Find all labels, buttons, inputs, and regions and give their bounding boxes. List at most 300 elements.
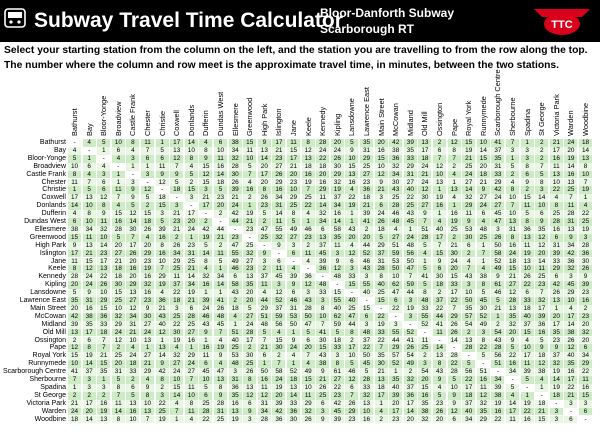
table-cell: 19 bbox=[448, 218, 462, 226]
table-cell: 2 bbox=[156, 384, 170, 392]
table-cell: 22 bbox=[345, 194, 359, 202]
table-cell: 20 bbox=[302, 344, 316, 352]
table-cell: 6 bbox=[477, 210, 491, 218]
table-cell: 14 bbox=[156, 352, 170, 360]
table-cell: 16 bbox=[433, 202, 447, 210]
table-cell: 27 bbox=[389, 234, 403, 242]
table-cell: 28 bbox=[316, 139, 330, 147]
table-cell: 29 bbox=[141, 368, 155, 376]
row-header-label: Broadview bbox=[33, 162, 66, 170]
table-cell: - bbox=[389, 313, 403, 321]
table-cell: 36 bbox=[564, 258, 578, 266]
table-cell: 12 bbox=[418, 186, 432, 194]
table-cell: 7 bbox=[170, 163, 184, 171]
table-cell: 5 bbox=[433, 392, 447, 400]
table-cell: 37 bbox=[272, 305, 286, 313]
table-cell: - bbox=[112, 163, 126, 171]
table-cell: 62 bbox=[389, 281, 403, 289]
table-cell: 3 bbox=[302, 289, 316, 297]
table-cell: 13 bbox=[550, 297, 564, 305]
table-cell: 35 bbox=[477, 408, 491, 416]
table-cell: 2 bbox=[418, 352, 432, 360]
table-cell: 19 bbox=[579, 226, 593, 234]
column-header bbox=[478, 96, 489, 136]
table-cell: 41 bbox=[214, 297, 228, 305]
table-cell: 57 bbox=[389, 352, 403, 360]
table-cell: 14 bbox=[550, 376, 564, 384]
table-cell: 43 bbox=[389, 186, 403, 194]
table-cell: 22 bbox=[360, 344, 374, 352]
table-cell: 13 bbox=[141, 408, 155, 416]
table-cell: 22 bbox=[302, 202, 316, 210]
table-cell: - bbox=[243, 234, 257, 242]
table-cell: 12 bbox=[448, 408, 462, 416]
table-cell: 37 bbox=[491, 147, 505, 155]
table-cell: 12 bbox=[564, 344, 578, 352]
table-cell: 22 bbox=[433, 305, 447, 313]
row-header-label: St George bbox=[34, 391, 66, 399]
table-cell: 6 bbox=[345, 384, 359, 392]
table-cell: 26 bbox=[316, 384, 330, 392]
column-header bbox=[70, 108, 80, 136]
table-cell: 11 bbox=[214, 250, 228, 258]
table-row bbox=[0, 313, 600, 321]
table-cell: 8 bbox=[521, 218, 535, 226]
table-cell: 21 bbox=[316, 376, 330, 384]
column-header bbox=[537, 102, 547, 136]
table-cell: 17 bbox=[564, 376, 578, 384]
table-cell: 16 bbox=[141, 273, 155, 281]
table-cell: 7 bbox=[506, 202, 520, 210]
subway-train-icon bbox=[4, 8, 26, 28]
table-cell: 61 bbox=[491, 281, 505, 289]
table-cell: 44 bbox=[345, 321, 359, 329]
table-cell: 25 bbox=[170, 313, 184, 321]
table-cell: 21 bbox=[83, 250, 97, 258]
table-cell: 8 bbox=[112, 416, 126, 424]
table-cell: 6 bbox=[287, 250, 301, 258]
table-cell: 34 bbox=[389, 171, 403, 179]
table-cell: - bbox=[83, 147, 97, 155]
table-cell: 6 bbox=[83, 337, 97, 345]
table-cell: 27 bbox=[243, 313, 257, 321]
table-cell: 13 bbox=[97, 416, 111, 424]
table-cell: 34 bbox=[170, 250, 184, 258]
table-cell: 21 bbox=[448, 242, 462, 250]
table-cell: 12 bbox=[535, 234, 549, 242]
table-cell: 34 bbox=[506, 368, 520, 376]
table-cell: 19 bbox=[214, 344, 228, 352]
table-cell: 24 bbox=[506, 250, 520, 258]
table-cell: 51 bbox=[389, 242, 403, 250]
table-cell: 38 bbox=[477, 273, 491, 281]
table-cell: 29 bbox=[170, 258, 184, 266]
column-header-label: Greenwood bbox=[245, 97, 255, 136]
table-cell: 29 bbox=[316, 186, 330, 194]
table-cell: 55 bbox=[229, 250, 243, 258]
table-cell: 32 bbox=[477, 400, 491, 408]
table-cell: 39 bbox=[521, 368, 535, 376]
table-cell: 46 bbox=[491, 289, 505, 297]
table-cell: 10 bbox=[506, 194, 520, 202]
table-cell: 14 bbox=[185, 273, 199, 281]
table-cell: 11 bbox=[462, 210, 476, 218]
table-cell: 39 bbox=[316, 258, 330, 266]
table-cell: 10 bbox=[170, 376, 184, 384]
table-cell: 39 bbox=[579, 281, 593, 289]
table-cell: 15 bbox=[521, 329, 535, 337]
table-cell: 32 bbox=[564, 265, 578, 273]
table-cell: 14 bbox=[462, 186, 476, 194]
table-cell: 3 bbox=[506, 147, 520, 155]
table-cell: 39 bbox=[389, 392, 403, 400]
table-row bbox=[0, 289, 600, 297]
table-cell: 29 bbox=[97, 297, 111, 305]
table-cell: 7 bbox=[564, 194, 578, 202]
table-cell: 17 bbox=[68, 250, 82, 258]
table-cell: 11 bbox=[564, 202, 578, 210]
table-cell: 9 bbox=[521, 179, 535, 187]
table-cell: 4 bbox=[170, 400, 184, 408]
table-cell: 9 bbox=[331, 258, 345, 266]
table-cell: 8 bbox=[97, 202, 111, 210]
table-cell: 15 bbox=[156, 202, 170, 210]
table-cell: 24 bbox=[243, 321, 257, 329]
table-cell: 9 bbox=[126, 186, 140, 194]
table-cell: 4 bbox=[83, 171, 97, 179]
table-cell: 14 bbox=[68, 202, 82, 210]
table-cell: 4 bbox=[345, 242, 359, 250]
table-cell: 10 bbox=[141, 400, 155, 408]
table-cell: 21 bbox=[214, 234, 228, 242]
table-cell: 16 bbox=[126, 408, 140, 416]
table-cell: 26 bbox=[404, 344, 418, 352]
table-cell: 51 bbox=[491, 360, 505, 368]
table-row bbox=[0, 321, 600, 329]
table-cell: 6 bbox=[564, 416, 578, 424]
table-cell: 30 bbox=[375, 360, 389, 368]
table-cell: 14 bbox=[258, 155, 272, 163]
table-cell: 23 bbox=[433, 400, 447, 408]
table-cell: 1 bbox=[214, 265, 228, 273]
table-cell: 1 bbox=[550, 305, 564, 313]
table-cell: 7 bbox=[316, 321, 330, 329]
table-cell: 12 bbox=[243, 392, 257, 400]
table-cell: 5 bbox=[360, 368, 374, 376]
table-row bbox=[0, 218, 600, 226]
table-cell: 34 bbox=[214, 273, 228, 281]
table-cell: 3 bbox=[418, 360, 432, 368]
table-cell: 47 bbox=[404, 265, 418, 273]
table-cell: 10 bbox=[83, 218, 97, 226]
table-cell: 5 bbox=[68, 289, 82, 297]
table-cell: 26 bbox=[243, 368, 257, 376]
table-cell: 36 bbox=[316, 265, 330, 273]
table-cell: 45 bbox=[477, 297, 491, 305]
table-cell: 18 bbox=[360, 194, 374, 202]
table-cell: 54 bbox=[462, 321, 476, 329]
table-cell: 3 bbox=[156, 392, 170, 400]
table-cell: 18 bbox=[521, 305, 535, 313]
table-cell: 8 bbox=[331, 360, 345, 368]
table-cell: 29 bbox=[564, 289, 578, 297]
table-cell: 20 bbox=[68, 281, 82, 289]
table-cell: 17 bbox=[287, 155, 301, 163]
table-row bbox=[0, 194, 600, 202]
table-cell: 15 bbox=[375, 155, 389, 163]
table-cell: 21 bbox=[360, 202, 374, 210]
table-cell: 32 bbox=[462, 194, 476, 202]
table-cell: 53 bbox=[287, 313, 301, 321]
table-cell: - bbox=[433, 337, 447, 345]
table-cell: 15 bbox=[345, 281, 359, 289]
column-header-label: High Park bbox=[259, 103, 269, 136]
table-cell: 43 bbox=[491, 337, 505, 345]
table-cell: 32 bbox=[229, 155, 243, 163]
table-cell: 15 bbox=[302, 376, 316, 384]
table-cell: 3 bbox=[579, 234, 593, 242]
table-cell: 26 bbox=[258, 194, 272, 202]
table-cell: 35 bbox=[418, 400, 432, 408]
table-cell: 2 bbox=[579, 305, 593, 313]
table-cell: 34 bbox=[316, 218, 330, 226]
table-cell: 13 bbox=[564, 226, 578, 234]
table-cell: 14 bbox=[448, 337, 462, 345]
table-row bbox=[0, 329, 600, 337]
table-cell: 6 bbox=[579, 344, 593, 352]
table-cell: 59 bbox=[272, 313, 286, 321]
table-cell: 18 bbox=[535, 352, 549, 360]
table-cell: 35 bbox=[491, 155, 505, 163]
table-cell: 27 bbox=[141, 352, 155, 360]
table-cell: 18 bbox=[418, 155, 432, 163]
row-header-label: Lansdowne bbox=[30, 289, 66, 297]
table-cell: 32 bbox=[506, 321, 520, 329]
table-cell: 19 bbox=[521, 400, 535, 408]
table-cell: 9 bbox=[141, 305, 155, 313]
table-cell: 2 bbox=[83, 392, 97, 400]
table-cell: 47 bbox=[258, 226, 272, 234]
table-cell: 2 bbox=[462, 329, 476, 337]
table-cell: 10 bbox=[345, 155, 359, 163]
table-cell: 24 bbox=[141, 329, 155, 337]
table-cell: 1 bbox=[418, 258, 432, 266]
table-cell: 20 bbox=[579, 321, 593, 329]
table-cell: 3 bbox=[521, 155, 535, 163]
table-cell: 20 bbox=[564, 147, 578, 155]
row-header-label: Pape bbox=[49, 344, 66, 352]
table-cell: 25 bbox=[345, 305, 359, 313]
table-cell: 4 bbox=[170, 344, 184, 352]
table-cell: 7 bbox=[141, 147, 155, 155]
row-header-label: Bay bbox=[53, 146, 66, 154]
table-cell: 33 bbox=[448, 281, 462, 289]
table-cell: 6 bbox=[199, 392, 213, 400]
table-cell: 40 bbox=[229, 337, 243, 345]
table-cell: 8 bbox=[535, 179, 549, 187]
table-cell: 12 bbox=[68, 344, 82, 352]
table-cell: 10 bbox=[579, 171, 593, 179]
table-cell: 5 bbox=[214, 258, 228, 266]
table-cell: 16 bbox=[97, 400, 111, 408]
table-cell: 39 bbox=[331, 416, 345, 424]
table-cell: 24 bbox=[316, 147, 330, 155]
row-header-label: Lawrence East bbox=[19, 297, 66, 304]
table-cell: 50 bbox=[404, 258, 418, 266]
table-cell: - bbox=[126, 171, 140, 179]
table-cell: 15 bbox=[185, 186, 199, 194]
table-cell: 10 bbox=[316, 313, 330, 321]
table-cell: 9 bbox=[550, 344, 564, 352]
table-cell: 12 bbox=[170, 155, 184, 163]
table-cell: 20 bbox=[506, 329, 520, 337]
table-cell: 21 bbox=[550, 139, 564, 147]
table-cell: 33 bbox=[287, 400, 301, 408]
table-cell: 41 bbox=[316, 329, 330, 337]
table-cell: 54 bbox=[418, 368, 432, 376]
table-cell: 11 bbox=[521, 360, 535, 368]
table-cell: 23 bbox=[389, 416, 403, 424]
table-cell: 13 bbox=[506, 305, 520, 313]
table-cell: 26 bbox=[550, 289, 564, 297]
table-cell: 5 bbox=[418, 281, 432, 289]
table-cell: 30 bbox=[243, 352, 257, 360]
table-cell: - bbox=[229, 226, 243, 234]
column-header-label: Warden bbox=[566, 110, 576, 136]
table-cell: - bbox=[404, 321, 418, 329]
table-cell: 13 bbox=[83, 242, 97, 250]
table-cell: 5 bbox=[345, 360, 359, 368]
table-cell: 55 bbox=[389, 329, 403, 337]
column-header-label: Ellesmere bbox=[230, 103, 240, 136]
table-cell: 14 bbox=[316, 202, 330, 210]
table-cell: 17 bbox=[126, 242, 140, 250]
table-row bbox=[0, 368, 600, 376]
table-cell: 3 bbox=[477, 329, 491, 337]
table-cell: 20 bbox=[243, 289, 257, 297]
table-cell: 52 bbox=[389, 360, 403, 368]
table-cell: 9 bbox=[316, 416, 330, 424]
table-cell: 4 bbox=[199, 265, 213, 273]
table-cell: 46 bbox=[199, 313, 213, 321]
table-cell: 14 bbox=[535, 258, 549, 266]
table-cell: 11 bbox=[170, 273, 184, 281]
table-cell: 16 bbox=[316, 179, 330, 187]
table-cell: 31 bbox=[83, 297, 97, 305]
table-cell: 24 bbox=[462, 171, 476, 179]
table-cell: 17 bbox=[243, 337, 257, 345]
table-cell: 53 bbox=[229, 352, 243, 360]
row-header-label: Chester bbox=[41, 178, 66, 186]
table-cell: 12 bbox=[97, 194, 111, 202]
table-cell: 7 bbox=[375, 344, 389, 352]
table-cell: 56 bbox=[491, 352, 505, 360]
table-cell: 21 bbox=[199, 194, 213, 202]
table-cell: 40 bbox=[331, 305, 345, 313]
row-header-label: Runnymede bbox=[28, 360, 66, 368]
column-header-label: Royal York bbox=[464, 100, 474, 136]
table-cell: 15 bbox=[316, 344, 330, 352]
table-cell: 23 bbox=[360, 179, 374, 187]
table-cell: 6 bbox=[141, 155, 155, 163]
table-cell: 28 bbox=[462, 344, 476, 352]
table-cell: 6 bbox=[126, 384, 140, 392]
table-cell: 8 bbox=[418, 289, 432, 297]
table-cell: 31 bbox=[229, 376, 243, 384]
row-header-label: Ellesmere bbox=[34, 225, 66, 233]
table-cell: 3 bbox=[345, 265, 359, 273]
table-cell: 11 bbox=[185, 384, 199, 392]
table-cell: 5 bbox=[535, 337, 549, 345]
table-cell: 8 bbox=[316, 305, 330, 313]
table-cell: 9 bbox=[535, 218, 549, 226]
table-cell: 5 bbox=[448, 376, 462, 384]
table-cell: 45 bbox=[199, 368, 213, 376]
column-header bbox=[435, 102, 445, 136]
table-cell: 12 bbox=[258, 392, 272, 400]
table-cell: 6 bbox=[68, 218, 82, 226]
table-cell: 34 bbox=[258, 408, 272, 416]
table-cell: 38 bbox=[418, 408, 432, 416]
table-cell: 6 bbox=[550, 273, 564, 281]
table-cell: 6 bbox=[448, 416, 462, 424]
table-cell: 44 bbox=[214, 226, 228, 234]
table-cell: 22 bbox=[389, 305, 403, 313]
table-cell: 40 bbox=[360, 289, 374, 297]
table-cell: 6 bbox=[360, 313, 374, 321]
table-cell: 20 bbox=[389, 400, 403, 408]
table-cell: 4 bbox=[83, 139, 97, 147]
table-cell: 17 bbox=[433, 234, 447, 242]
ttc-logo bbox=[532, 5, 592, 37]
column-header-label: Kennedy bbox=[318, 106, 328, 136]
table-cell: 1 bbox=[214, 289, 228, 297]
table-cell: 20 bbox=[316, 171, 330, 179]
table-cell: 3 bbox=[550, 408, 564, 416]
table-cell: 56 bbox=[272, 321, 286, 329]
table-cell: 25 bbox=[112, 297, 126, 305]
table-cell: 17 bbox=[185, 210, 199, 218]
table-cell: 2 bbox=[535, 155, 549, 163]
table-cell: 4 bbox=[287, 352, 301, 360]
table-cell: 8 bbox=[258, 186, 272, 194]
table-cell: 11 bbox=[272, 265, 286, 273]
table-cell: 21 bbox=[170, 210, 184, 218]
table-cell: 17 bbox=[199, 202, 213, 210]
table-cell: 49 bbox=[302, 368, 316, 376]
table-cell: 28 bbox=[112, 226, 126, 234]
table-cell: 28 bbox=[258, 416, 272, 424]
table-cell: 31 bbox=[185, 250, 199, 258]
table-cell: 32 bbox=[360, 392, 374, 400]
table-row bbox=[0, 384, 600, 392]
table-cell: 48 bbox=[477, 226, 491, 234]
table-cell: 27 bbox=[243, 258, 257, 266]
table-cell: 15 bbox=[141, 210, 155, 218]
table-cell: 32 bbox=[579, 329, 593, 337]
table-cell: 26 bbox=[97, 281, 111, 289]
table-cell: 55 bbox=[360, 281, 374, 289]
table-cell: 5 bbox=[521, 376, 535, 384]
table-cell: 22 bbox=[506, 352, 520, 360]
table-cell: 17 bbox=[272, 139, 286, 147]
table-cell: - bbox=[491, 368, 505, 376]
table-cell: 39 bbox=[199, 297, 213, 305]
table-cell: 3 bbox=[199, 186, 213, 194]
column-header-label: Spadina bbox=[522, 108, 532, 136]
table-cell: 13 bbox=[156, 344, 170, 352]
table-cell: 5 bbox=[156, 147, 170, 155]
